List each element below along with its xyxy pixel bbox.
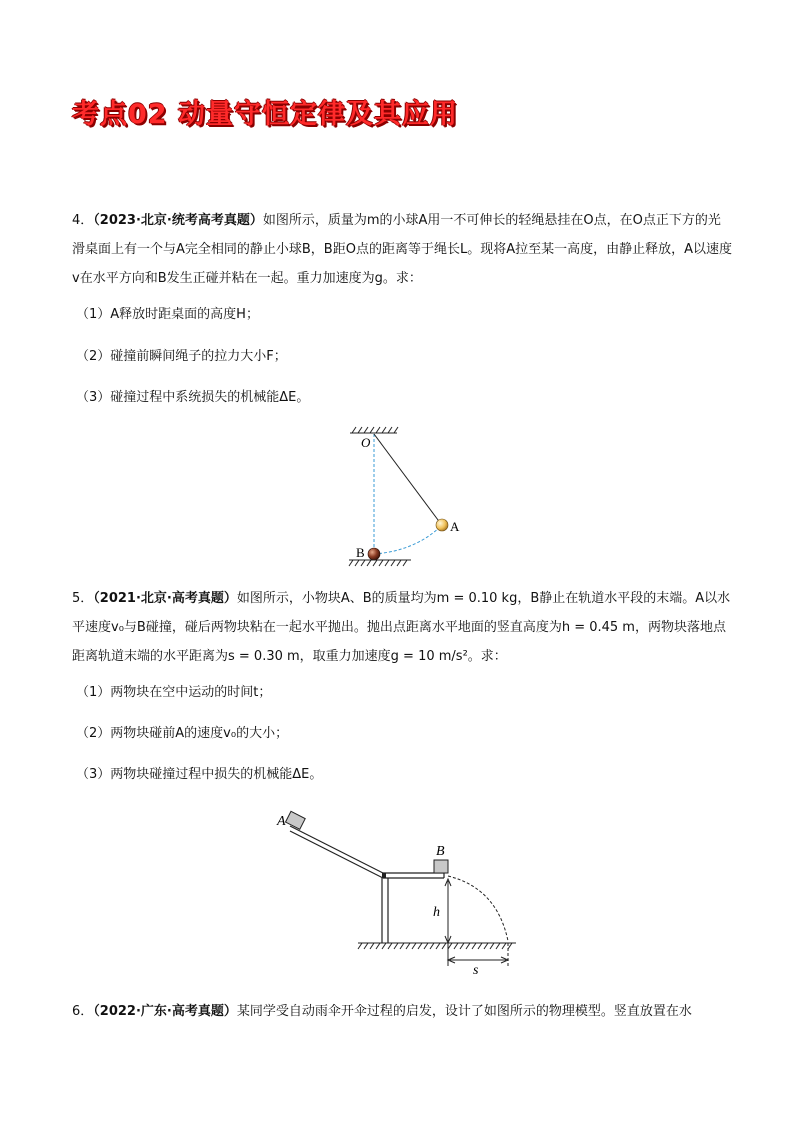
ball-b xyxy=(368,548,380,560)
question-4-number: 4． xyxy=(72,213,94,228)
label-b: B xyxy=(436,844,445,859)
label-a: A xyxy=(450,519,460,534)
question-5-sub3: （3）两物块碰撞过程中损失的机械能ΔE。 xyxy=(76,767,323,782)
question-6-source: （2022·广东·高考真题） xyxy=(93,1004,237,1019)
track-figure xyxy=(272,803,522,978)
page-title: 考点02 动量守恒定律及其应用 xyxy=(72,99,458,130)
ground-hatch xyxy=(358,943,516,949)
question-6-body: 某同学受自动雨伞开伞过程的启发，设计了如图所示的物理模型。竖直放置在水 xyxy=(236,1004,692,1019)
floor-hatch xyxy=(349,560,411,566)
question-5-sub2: （2）两物块碰前A的速度v₀的大小； xyxy=(76,726,289,741)
ceiling-hatch xyxy=(350,427,398,433)
question-5-sub1: （1）两物块在空中运动的时间t； xyxy=(76,685,272,700)
question-4-sub2: （2）碰撞前瞬间绳子的拉力大小F； xyxy=(76,349,287,364)
question-4-sub1: （1）A释放时距桌面的高度H； xyxy=(76,307,259,322)
question-5-text xyxy=(72,584,732,671)
question-4-source: （2023·北京·统考高考真题） xyxy=(93,213,263,228)
question-4-body: 如图所示，质量为m的小球A用一不可伸长的轻绳悬挂在O点，在O点正下方的光滑桌面上有一个与A完全相同的静止小球B，B距O点的距离等于绳长L。现将A拉至某一高度，由静止释放，A以速度v在水平方向和B发生正碰并粘在一起。重力加速度为g。求： xyxy=(72,213,732,286)
support-legs xyxy=(382,878,388,943)
track-joint xyxy=(382,873,386,878)
ball-a xyxy=(436,519,448,531)
label-h: h xyxy=(433,905,440,920)
incline-track xyxy=(290,826,444,878)
question-4-sub3: （3）碰撞过程中系统损失的机械能ΔE。 xyxy=(76,390,310,405)
swing-arc xyxy=(374,526,441,554)
pendulum-figure xyxy=(335,425,465,570)
label-s: s xyxy=(473,963,479,978)
block-b xyxy=(434,860,448,873)
trajectory-arc xyxy=(448,876,508,941)
question-4-text xyxy=(72,206,732,293)
question-5-number: 5． xyxy=(72,591,94,606)
height-arrow xyxy=(445,879,451,943)
question-6-text xyxy=(72,997,732,1026)
question-6-number: 6． xyxy=(72,1004,94,1019)
block-a xyxy=(286,811,306,829)
label-a: A xyxy=(277,814,286,829)
question-5-source: （2021·北京·高考真题） xyxy=(93,591,237,606)
label-o: O xyxy=(361,435,371,450)
label-b: B xyxy=(356,545,365,560)
pendulum-string xyxy=(374,434,441,524)
question-5-body: 如图所示，小物块A、B的质量均为m = 0.10 kg，B静止在轨道水平段的末端。A以水平速度v₀与B碰撞，碰后两物块粘在一起水平抛出。抛出点距离水平地面的竖直高度为h = 0.45 m，两物块落地点距离轨道末端的水平距离为s = 0.30 m，取重力加速度g = 10 m/s²。求： xyxy=(72,591,731,664)
